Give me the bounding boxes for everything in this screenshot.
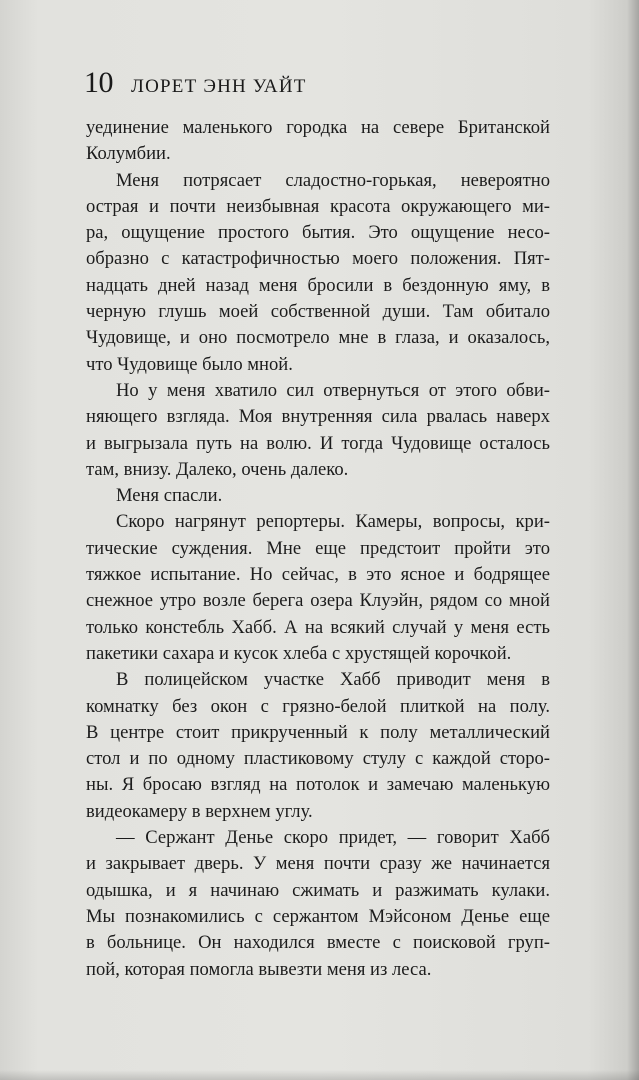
- text-line: образно с катастрофичностью моего положения. Пят-: [86, 248, 550, 270]
- text-line: — Сержант Денье скоро придет, — говорит Хабб: [116, 827, 550, 849]
- text-line: Скоро нагрянут репортеры. Камеры, вопросы, кри-: [116, 511, 550, 533]
- text-line: снежное утро возле берега озера Клуэйн, рядом со мной: [86, 590, 550, 612]
- text-line: Колумбии.: [86, 143, 171, 165]
- text-line: видеокамеру в верхнем углу.: [86, 800, 313, 822]
- text-line: Чудовище, и оно посмотрело мне в глаза, и оказалось,: [86, 327, 550, 349]
- text-line: няющего взгляда. Моя внутренняя сила рвалась наверх: [86, 406, 550, 428]
- text-line: и закрывает дверь. У меня почти сразу же начинается: [86, 853, 550, 875]
- text-line: и выгрызала путь на волю. И тогда Чудовище осталось: [86, 432, 550, 454]
- text-line: стол и по одному пластиковому стулу с каждой сторо-: [86, 748, 550, 770]
- body-text: [86, 115, 550, 983]
- text-line: что Чудовище было мной.: [86, 353, 293, 375]
- text-line: пакетики сахара и кусок хлеба с хрустящей корочкой.: [86, 642, 512, 664]
- text-line: в больнице. Он находился вместе с поисковой груп-: [86, 932, 550, 954]
- text-line: только констебль Хабб. А на всякий случай у меня есть: [86, 616, 550, 638]
- text-line: острая и почти неизбывная красота окружающего ми-: [86, 195, 550, 217]
- running-head-author: ЛОРЕТ ЭНН УАЙТ: [131, 76, 307, 97]
- text-line: В полицейском участке Хабб приводит меня в: [116, 669, 550, 691]
- text-line: пой, которая помогла вывезти меня из леса.: [86, 958, 432, 980]
- text-line: черную глушь моей собственной души. Там обитало: [86, 301, 550, 323]
- page-number: 10: [84, 66, 113, 99]
- text-line: Но у меня хватило сил отвернуться от этого обви-: [116, 379, 550, 401]
- text-line: тические суждения. Мне еще предстоит пройти это: [86, 537, 550, 559]
- text-line: Меня потрясает сладостно-горькая, невероятно: [116, 169, 550, 191]
- page-bottom-shadow: [0, 1070, 639, 1080]
- text-line: В центре стоит прикрученный к полу металлический: [86, 721, 550, 743]
- text-line: ра, ощущение простого бытия. Это ощущение несо-: [86, 222, 550, 244]
- text-line: одышка, и я начинаю сжимать и разжимать кулаки.: [86, 879, 550, 901]
- text-line: там, внизу. Далеко, очень далеко.: [86, 458, 349, 480]
- text-line: комнатку без окон с грязно-белой плиткой на полу.: [86, 695, 550, 717]
- page-edge-shadow: [627, 0, 639, 1080]
- text-line: тяжкое испытание. Но сейчас, в это ясное и бодрящее: [86, 564, 550, 586]
- text-line: надцать дней назад меня бросили в бездонную яму, в: [86, 274, 550, 296]
- text-line: Меня спасли.: [116, 485, 223, 507]
- text-line: ны. Я бросаю взгляд на потолок и замечаю маленькую: [86, 774, 550, 796]
- text-line: уединение маленького городка на севере Британской: [86, 117, 550, 138]
- text-line: Мы познакомились с сержантом Мэйсоном Денье еще: [86, 905, 550, 927]
- page-header: [84, 66, 307, 106]
